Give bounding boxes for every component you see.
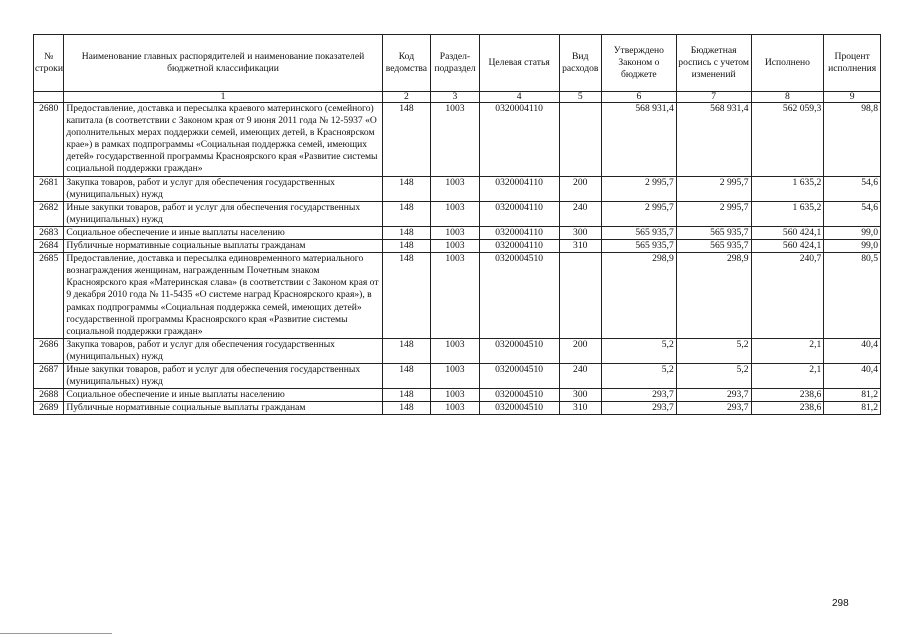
executed-amount: 560 424,1 [751,240,824,253]
executed-amount: 2,1 [751,338,824,363]
section-code: 1003 [431,402,480,415]
budget-schedule-amount: 565 935,7 [676,240,751,253]
row-number: 2688 [34,389,64,402]
approved-amount: 2 995,7 [601,201,676,226]
execution-percent: 40,4 [824,338,881,363]
header-row [34,35,881,92]
department-code: 148 [382,176,431,201]
target-article: 0320004510 [479,363,559,388]
budget-schedule-amount: 5,2 [676,338,751,363]
table-row [34,253,881,339]
section-code: 1003 [431,226,480,239]
budget-schedule-amount: 5,2 [676,363,751,388]
executed-amount: 2,1 [751,363,824,388]
col-header-percent: Процент исполнения [824,35,881,92]
executed-amount: 562 059,3 [751,103,824,177]
approved-amount: 293,7 [601,402,676,415]
table-row [34,240,881,253]
target-article: 0320004510 [479,389,559,402]
row-name: Социальное обеспечение и иные выплаты населению [64,226,382,239]
col-number: 6 [601,92,676,103]
row-name: Иные закупки товаров, работ и услуг для обеспечения государственных (муниципальных) нужд [64,201,382,226]
col-header-expense-type: Вид расходов [559,35,601,92]
execution-percent: 81,2 [824,402,881,415]
section-code: 1003 [431,363,480,388]
expense-type: 200 [559,338,601,363]
expense-type: 200 [559,176,601,201]
target-article: 0320004510 [479,253,559,339]
col-number: 5 [559,92,601,103]
row-number: 2685 [34,253,64,339]
approved-amount: 5,2 [601,338,676,363]
approved-amount: 565 935,7 [601,226,676,239]
row-name: Иные закупки товаров, работ и услуг для обеспечения государственных (муниципальных) нужд [64,363,382,388]
budget-schedule-amount: 293,7 [676,402,751,415]
col-number: 4 [479,92,559,103]
col-header-section: Раздел-подраздел [431,35,480,92]
department-code: 148 [382,363,431,388]
execution-percent: 54,6 [824,176,881,201]
approved-amount: 293,7 [601,389,676,402]
column-number-row [34,92,881,103]
row-number: 2680 [34,103,64,177]
department-code: 148 [382,389,431,402]
table-row [34,103,881,177]
col-number [34,92,64,103]
expense-type: 240 [559,201,601,226]
target-article: 0320004110 [479,103,559,177]
expense-type [559,103,601,177]
expense-type: 300 [559,226,601,239]
approved-amount: 2 995,7 [601,176,676,201]
executed-amount: 240,7 [751,253,824,339]
row-name: Социальное обеспечение и иные выплаты населению [64,389,382,402]
col-header-row-number: № строки [34,35,64,92]
row-number: 2687 [34,363,64,388]
department-code: 148 [382,201,431,226]
table-row [34,226,881,239]
row-name: Закупка товаров, работ и услуг для обеспечения государственных (муниципальных) нужд [64,338,382,363]
table-row [34,402,881,415]
expense-type [559,253,601,339]
table-row [34,176,881,201]
budget-schedule-amount: 565 935,7 [676,226,751,239]
target-article: 0320004510 [479,338,559,363]
budget-execution-table [33,34,881,415]
department-code: 148 [382,226,431,239]
department-code: 148 [382,338,431,363]
col-header-approved: Утверждено Законом о бюджете [601,35,676,92]
col-number: 7 [676,92,751,103]
department-code: 148 [382,240,431,253]
executed-amount: 238,6 [751,402,824,415]
execution-percent: 54,6 [824,201,881,226]
table-row [34,363,881,388]
row-number: 2686 [34,338,64,363]
department-code: 148 [382,402,431,415]
budget-schedule-amount: 2 995,7 [676,201,751,226]
col-number: 8 [751,92,824,103]
budget-schedule-amount: 568 931,4 [676,103,751,177]
col-number: 3 [431,92,480,103]
row-number: 2681 [34,176,64,201]
approved-amount: 568 931,4 [601,103,676,177]
row-name: Закупка товаров, работ и услуг для обеспечения государственных (муниципальных) нужд [64,176,382,201]
section-code: 1003 [431,389,480,402]
target-article: 0320004110 [479,226,559,239]
section-code: 1003 [431,338,480,363]
target-article: 0320004110 [479,201,559,226]
section-code: 1003 [431,103,480,177]
row-number: 2683 [34,226,64,239]
execution-percent: 81,2 [824,389,881,402]
table-row [34,338,881,363]
col-header-executed: Исполнено [751,35,824,92]
approved-amount: 298,9 [601,253,676,339]
row-name: Предоставление, доставка и пересылка единовременного материального вознаграждения женщинам, награжденным Почетным знаком Красноярского края «Материнская слава» (в соответствии с Законом края от 9 декабря 2010 года № 11-5435 «О системе наград Красноярского края»), в рамках подпрограммы «Социальная поддержка семей, имеющих детей» государственной программы Красноярского края «Развитие системы социальной поддержки граждан» [64,253,382,339]
col-header-target-article: Целевая статья [479,35,559,92]
execution-percent: 99,0 [824,240,881,253]
col-header-budget-schedule: Бюджетная роспись с учетом изменений [676,35,751,92]
approved-amount: 5,2 [601,363,676,388]
col-header-name: Наименование главных распорядителей и наименование показателей бюджетной классификации [64,35,382,92]
executed-amount: 1 635,2 [751,176,824,201]
execution-percent: 99,0 [824,226,881,239]
table-row [34,201,881,226]
table-row [34,389,881,402]
expense-type: 300 [559,389,601,402]
executed-amount: 238,6 [751,389,824,402]
expense-type: 310 [559,402,601,415]
target-article: 0320004110 [479,240,559,253]
section-code: 1003 [431,201,480,226]
section-code: 1003 [431,240,480,253]
approved-amount: 565 935,7 [601,240,676,253]
execution-percent: 80,5 [824,253,881,339]
expense-type: 240 [559,363,601,388]
col-number: 2 [382,92,431,103]
col-header-department-code: Код ведомства [382,35,431,92]
department-code: 148 [382,103,431,177]
budget-schedule-amount: 293,7 [676,389,751,402]
section-code: 1003 [431,176,480,201]
row-name: Публичные нормативные социальные выплаты гражданам [64,240,382,253]
department-code: 148 [382,253,431,339]
budget-schedule-amount: 2 995,7 [676,176,751,201]
budget-schedule-amount: 298,9 [676,253,751,339]
row-name: Публичные нормативные социальные выплаты гражданам [64,402,382,415]
row-number: 2684 [34,240,64,253]
col-number: 9 [824,92,881,103]
page-number: 298 [832,598,849,609]
row-number: 2682 [34,201,64,226]
section-code: 1003 [431,253,480,339]
executed-amount: 560 424,1 [751,226,824,239]
expense-type: 310 [559,240,601,253]
target-article: 0320004110 [479,176,559,201]
row-name: Предоставление, доставка и пересылка краевого материнского (семейного) капитала (в соответствии с Законом края от 9 июня 2011 года № 12-5937 «О дополнительных мерах поддержки семей, имеющих детей, в Красноярском крае») в рамках подпрограммы «Социальная поддержка семей, имеющих детей» государственной программы Красноярского края «Развитие системы социальной поддержки граждан» [64,103,382,177]
target-article: 0320004510 [479,402,559,415]
execution-percent: 40,4 [824,363,881,388]
col-number: 1 [64,92,382,103]
row-number: 2689 [34,402,64,415]
execution-percent: 98,8 [824,103,881,177]
executed-amount: 1 635,2 [751,201,824,226]
footer-rule [0,633,112,634]
